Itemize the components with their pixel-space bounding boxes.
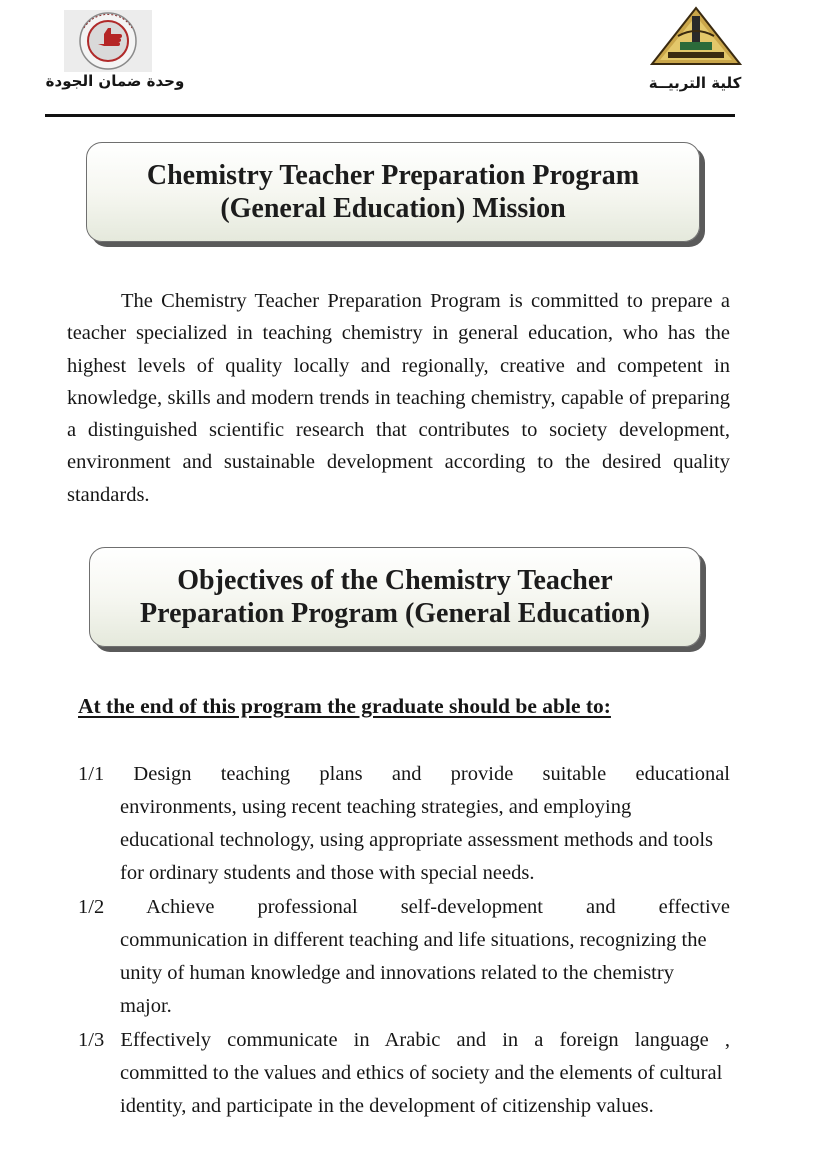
objective-number: 1/1 [78, 763, 105, 785]
objective-item [78, 891, 730, 1023]
faculty-caption: كلية التربيــة [648, 74, 742, 92]
objective-continuation: environments, using recent teaching strategies, and employing educational technology, using appropriate assessment methods and tools for ordinary students and those with special needs. [120, 796, 714, 884]
mission-title-box [86, 142, 700, 242]
objective-first-line [78, 758, 730, 791]
objective-continuation: communication in different teaching and life situations, recognizing the unity of human knowledge and innovations related to the chemistry major. [120, 929, 707, 1017]
objective-number: 1/3 [78, 1029, 105, 1051]
objective-continuation: committed to the values and ethics of society and the elements of cultural identity, and participate in the development of citizenship values. [120, 1062, 723, 1117]
mission-paragraph [67, 285, 730, 511]
objective-first-line [78, 1024, 730, 1057]
objective-first-line-text: Effectively communicate in Arabic and in a foreign language , [120, 1029, 731, 1051]
objective-item [78, 758, 730, 890]
objectives-lead: At the end of this program the graduate should be able to: [78, 694, 611, 718]
objective-first-line-text: Achieve professional self-development and effective [146, 896, 730, 918]
faculty-of-education-logo [650, 6, 742, 68]
objectives-title-box [89, 547, 701, 647]
quality-unit-caption: وحدة ضمان الجودة [45, 72, 185, 90]
objective-item [78, 1024, 730, 1123]
quality-assurance-logo [64, 10, 152, 72]
objective-number: 1/2 [78, 896, 105, 918]
mission-text: The Chemistry Teacher Preparation Program is committed to prepare a teacher specialized in teaching chemistry in general education, who has the highest levels of quality locally and regionally, creative and competent in knowledge, skills and modern trends in teaching chemistry, capable of preparing a distinguished scientific research that contributes to society development, environment and sustainable development according to the desired quality standards. [67, 290, 730, 506]
header-divider [45, 114, 735, 117]
mission-title-line-1: Chemistry Teacher Preparation Program [146, 160, 640, 191]
objectives-title-line-2: Preparation Program (General Education) [140, 598, 650, 629]
objective-first-line [78, 891, 730, 924]
mission-title-line-2: (General Education) Mission [220, 193, 566, 224]
objective-first-line-text: Design teaching plans and provide suitable educational [133, 763, 730, 785]
objectives-title-line-1: Objectives of the Chemistry Teacher [177, 565, 613, 596]
page-header [0, 0, 815, 130]
